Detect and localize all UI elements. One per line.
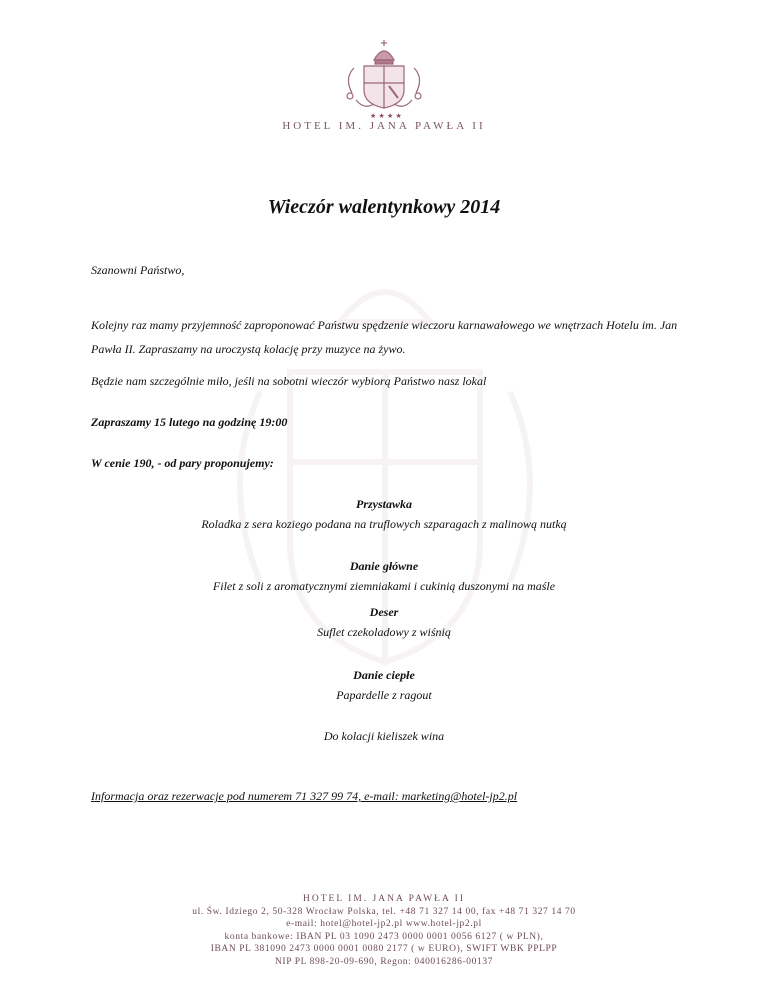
- menu-dish-warm: Papardelle z ragout: [336, 688, 432, 702]
- menu-dish-starter: Roladka z sera koziego podana na truflowych szparagach z malinową nutką: [201, 517, 567, 531]
- footer-bank-pln: konta bankowe: IBAN PL 03 1090 2473 0000 0001 0056 6127 ( w PLN),: [224, 931, 544, 942]
- hotel-name-header: HOTEL IM. JANA PAWŁA II: [282, 120, 486, 132]
- hotel-logo: [334, 38, 434, 120]
- wine-note: Do kolacji kieliszek wina: [323, 729, 445, 743]
- invitation-paragraph: Będzie nam szczególnie miło, jeśli na sobotni wieczór wybiorą Państwo nasz lokal: [91, 374, 487, 388]
- menu-heading-starter: Przystawka: [355, 497, 412, 511]
- event-date: Zapraszamy 15 lutego na godzinę 19:00: [91, 415, 288, 429]
- footer-nip-regon: NIP PL 898-20-09-690, Regon: 040016286-00137: [274, 956, 494, 967]
- intro-paragraph: Kolejny raz mamy przyjemność zaproponować Państwu spędzenie wieczoru karnawałowego we wnętrzach Hotelu im. Jan Pawła II. Zapraszamy na uroczystą kolację przy muzyce na żywo.: [91, 318, 678, 356]
- price-offer: W cenie 190, - od pary proponujemy:: [91, 456, 274, 470]
- menu-dish-dessert: Suflet czekoladowy z wiśnią: [317, 625, 451, 639]
- footer-hotel-name: HOTEL IM. JANA PAWŁA II: [303, 894, 465, 904]
- page-title: Wieczór walentynkowy 2014: [267, 196, 501, 218]
- menu-dish-main: Filet z soli z aromatycznymi ziemniakami i cukinią duszonymi na maśle: [212, 579, 556, 593]
- footer-bank-eur: IBAN PL 381090 2473 0000 0001 0080 2177 ( w EURO), SWIFT WBK PPLPP: [210, 944, 558, 954]
- menu-heading-dessert: Deser: [369, 605, 399, 619]
- contact-info-link[interactable]: Informacja oraz rezerwacje pod numerem 71 327 99 74, e-mail: marketing@hotel-jp2.pl: [91, 789, 518, 803]
- salutation: Szanowni Państwo,: [91, 263, 185, 277]
- menu-heading-warm: Danie ciepłe: [353, 668, 415, 682]
- footer-email: e-mail: hotel@hotel-jp2.pl www.hotel-jp2.pl: [286, 919, 482, 929]
- footer: [0, 893, 768, 968]
- footer-address: ul. Św. Idziego 2, 50-328 Wrocław Polska, tel. +48 71 327 14 00, fax +48 71 327 14 70: [192, 906, 576, 917]
- menu-heading-main: Danie główne: [349, 559, 419, 573]
- svg-text:★ ★ ★ ★: ★ ★ ★ ★: [370, 112, 402, 120]
